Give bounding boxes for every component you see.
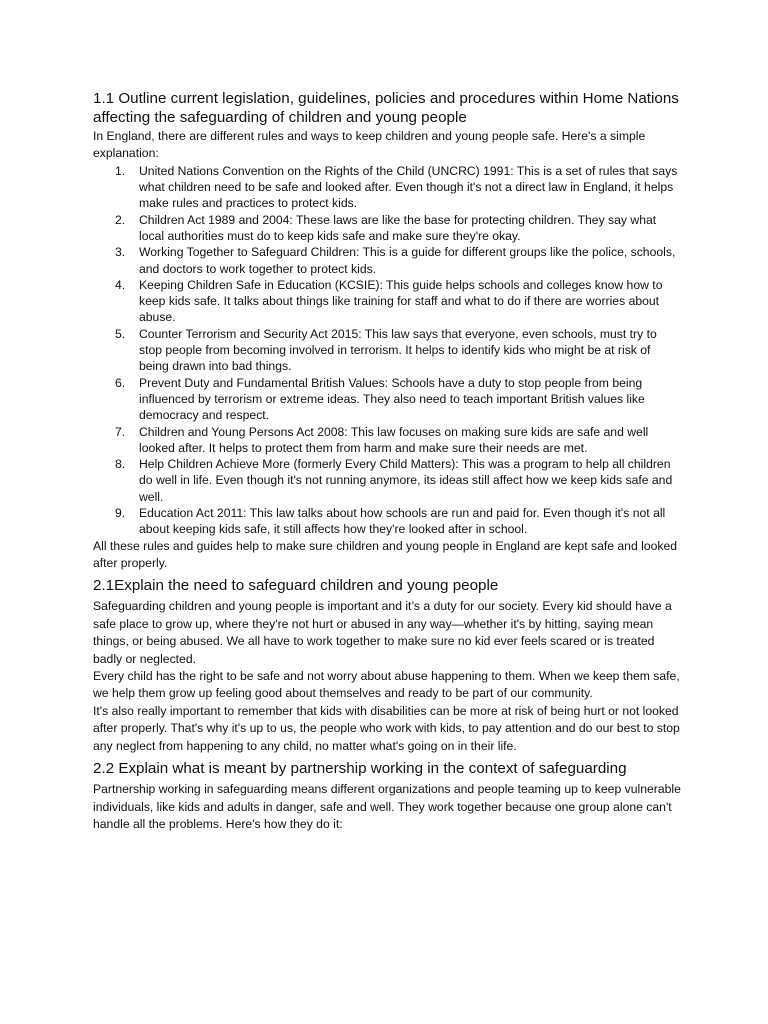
section-heading-2-1: 2.1Explain the need to safeguard children and young people: [93, 577, 499, 595]
list-number: 6.: [115, 375, 126, 390]
document-page: [93, 89, 683, 833]
list-item: [115, 277, 683, 326]
list-item: [115, 244, 683, 277]
list-item-text: Prevent Duty and Fundamental British Values: Schools have a duty to stop people from being influenced by terrorism or extreme ideas. They also need to teach important British values like democracy and respect.: [139, 375, 645, 423]
list-item-text: United Nations Convention on the Rights of the Child (UNCRC) 1991: This is a set of rules that says what children need to be safe and looked after. Even though it's not a direct law in England, it helps make rules and practices to protect kids.: [139, 163, 678, 211]
list-item: [115, 505, 683, 538]
section-1-intro: In England, there are different rules and ways to keep children and young people safe. Here's a simple explanation:: [93, 129, 646, 161]
section-1-closing: All these rules and guides help to make sure children and young people in England are kept safe and looked after properly.: [93, 538, 678, 571]
section-2-paragraph: Safeguarding children and young people is important and it’s a duty for our society. Every kid should have a safe place to grow up, where they're not hurt or abused in any way—whether it's by hitting, saying mean things, or being abused. We all have to work together to make sure no kid ever feels scared or is treated badly or neglected.: [93, 599, 672, 666]
section-heading-1-1: 1.1 Outline current legislation, guidelines, policies and procedures within Home Nations affecting the safeguarding of children and young people: [93, 90, 679, 126]
list-item: [115, 424, 683, 457]
section-2-paragraph: Every child has the right to be safe and not worry about abuse happening to them. When we keep them safe, we help them grow up feeling good about themselves and ready to be part of our community.: [93, 669, 680, 701]
list-item-text: Education Act 2011: This law talks about how schools are run and paid for. Even though it's not all about keeping kids safe, it still affects how they're looked after in school.: [139, 506, 666, 537]
list-item: [115, 375, 683, 424]
list-number: 3.: [115, 245, 126, 260]
list-item: [115, 456, 683, 505]
section-heading-2-2: 2.2 Explain what is meant by partnership working in the context of safeguarding: [93, 760, 627, 778]
list-number: 4.: [115, 277, 126, 292]
list-item: [115, 326, 683, 375]
list-item-text: Counter Terrorism and Security Act 2015: This law says that everyone, even schools, must try to stop people from becoming involved in terrorism. It helps to identify kids who might be at risk of being drawn into bad things.: [139, 326, 657, 374]
list-number: 5.: [115, 326, 126, 341]
list-item-text: Working Together to Safeguard Children: This is a guide for different groups like the police, schools, and doctors to work together to protect kids.: [139, 245, 676, 276]
section-2-paragraph: It's also really important to remember that kids with disabilities can be more at risk of being hurt or not looked after properly. That's why it's up to us, the people who work with kids, to pay attention and do our best to stop any neglect from happening to any child, no matter what's going on in their life.: [93, 703, 680, 753]
list-item-text: Keeping Children Safe in Education (KCSIE): This guide helps schools and colleges know how to keep kids safe. It talks about things like training for staff and what to do if there are worries about abuse.: [139, 277, 663, 325]
list-item-text: Children and Young Persons Act 2008: This law focuses on making sure kids are safe and well looked after. It helps to protect them from harm and make sure their needs are met.: [139, 424, 649, 455]
list-item-text: Help Children Achieve More (formerly Every Child Matters): This was a program to help all children do well in life. Even though it's not running anymore, its ideas still affect how we keep kids safe and well.: [139, 457, 673, 504]
section-3-paragraph: Partnership working in safeguarding means different organizations and people teaming up to keep vulnerable individuals, like kids and adults in danger, safe and well. They work together because one group alone can't handle all the problems. Here's how they do it:: [93, 782, 681, 831]
list-number: 9.: [115, 506, 126, 521]
list-number: 1.: [115, 163, 126, 178]
list-number: 8.: [115, 457, 126, 472]
list-item: [115, 212, 683, 245]
list-number: 2.: [115, 212, 126, 227]
legislation-list: [93, 163, 683, 538]
list-number: 7.: [115, 424, 126, 439]
list-item-text: Children Act 1989 and 2004: These laws are like the base for protecting children. They say what local authorities must do to keep kids safe and make sure they're okay.: [139, 212, 657, 243]
list-item: [115, 163, 683, 212]
